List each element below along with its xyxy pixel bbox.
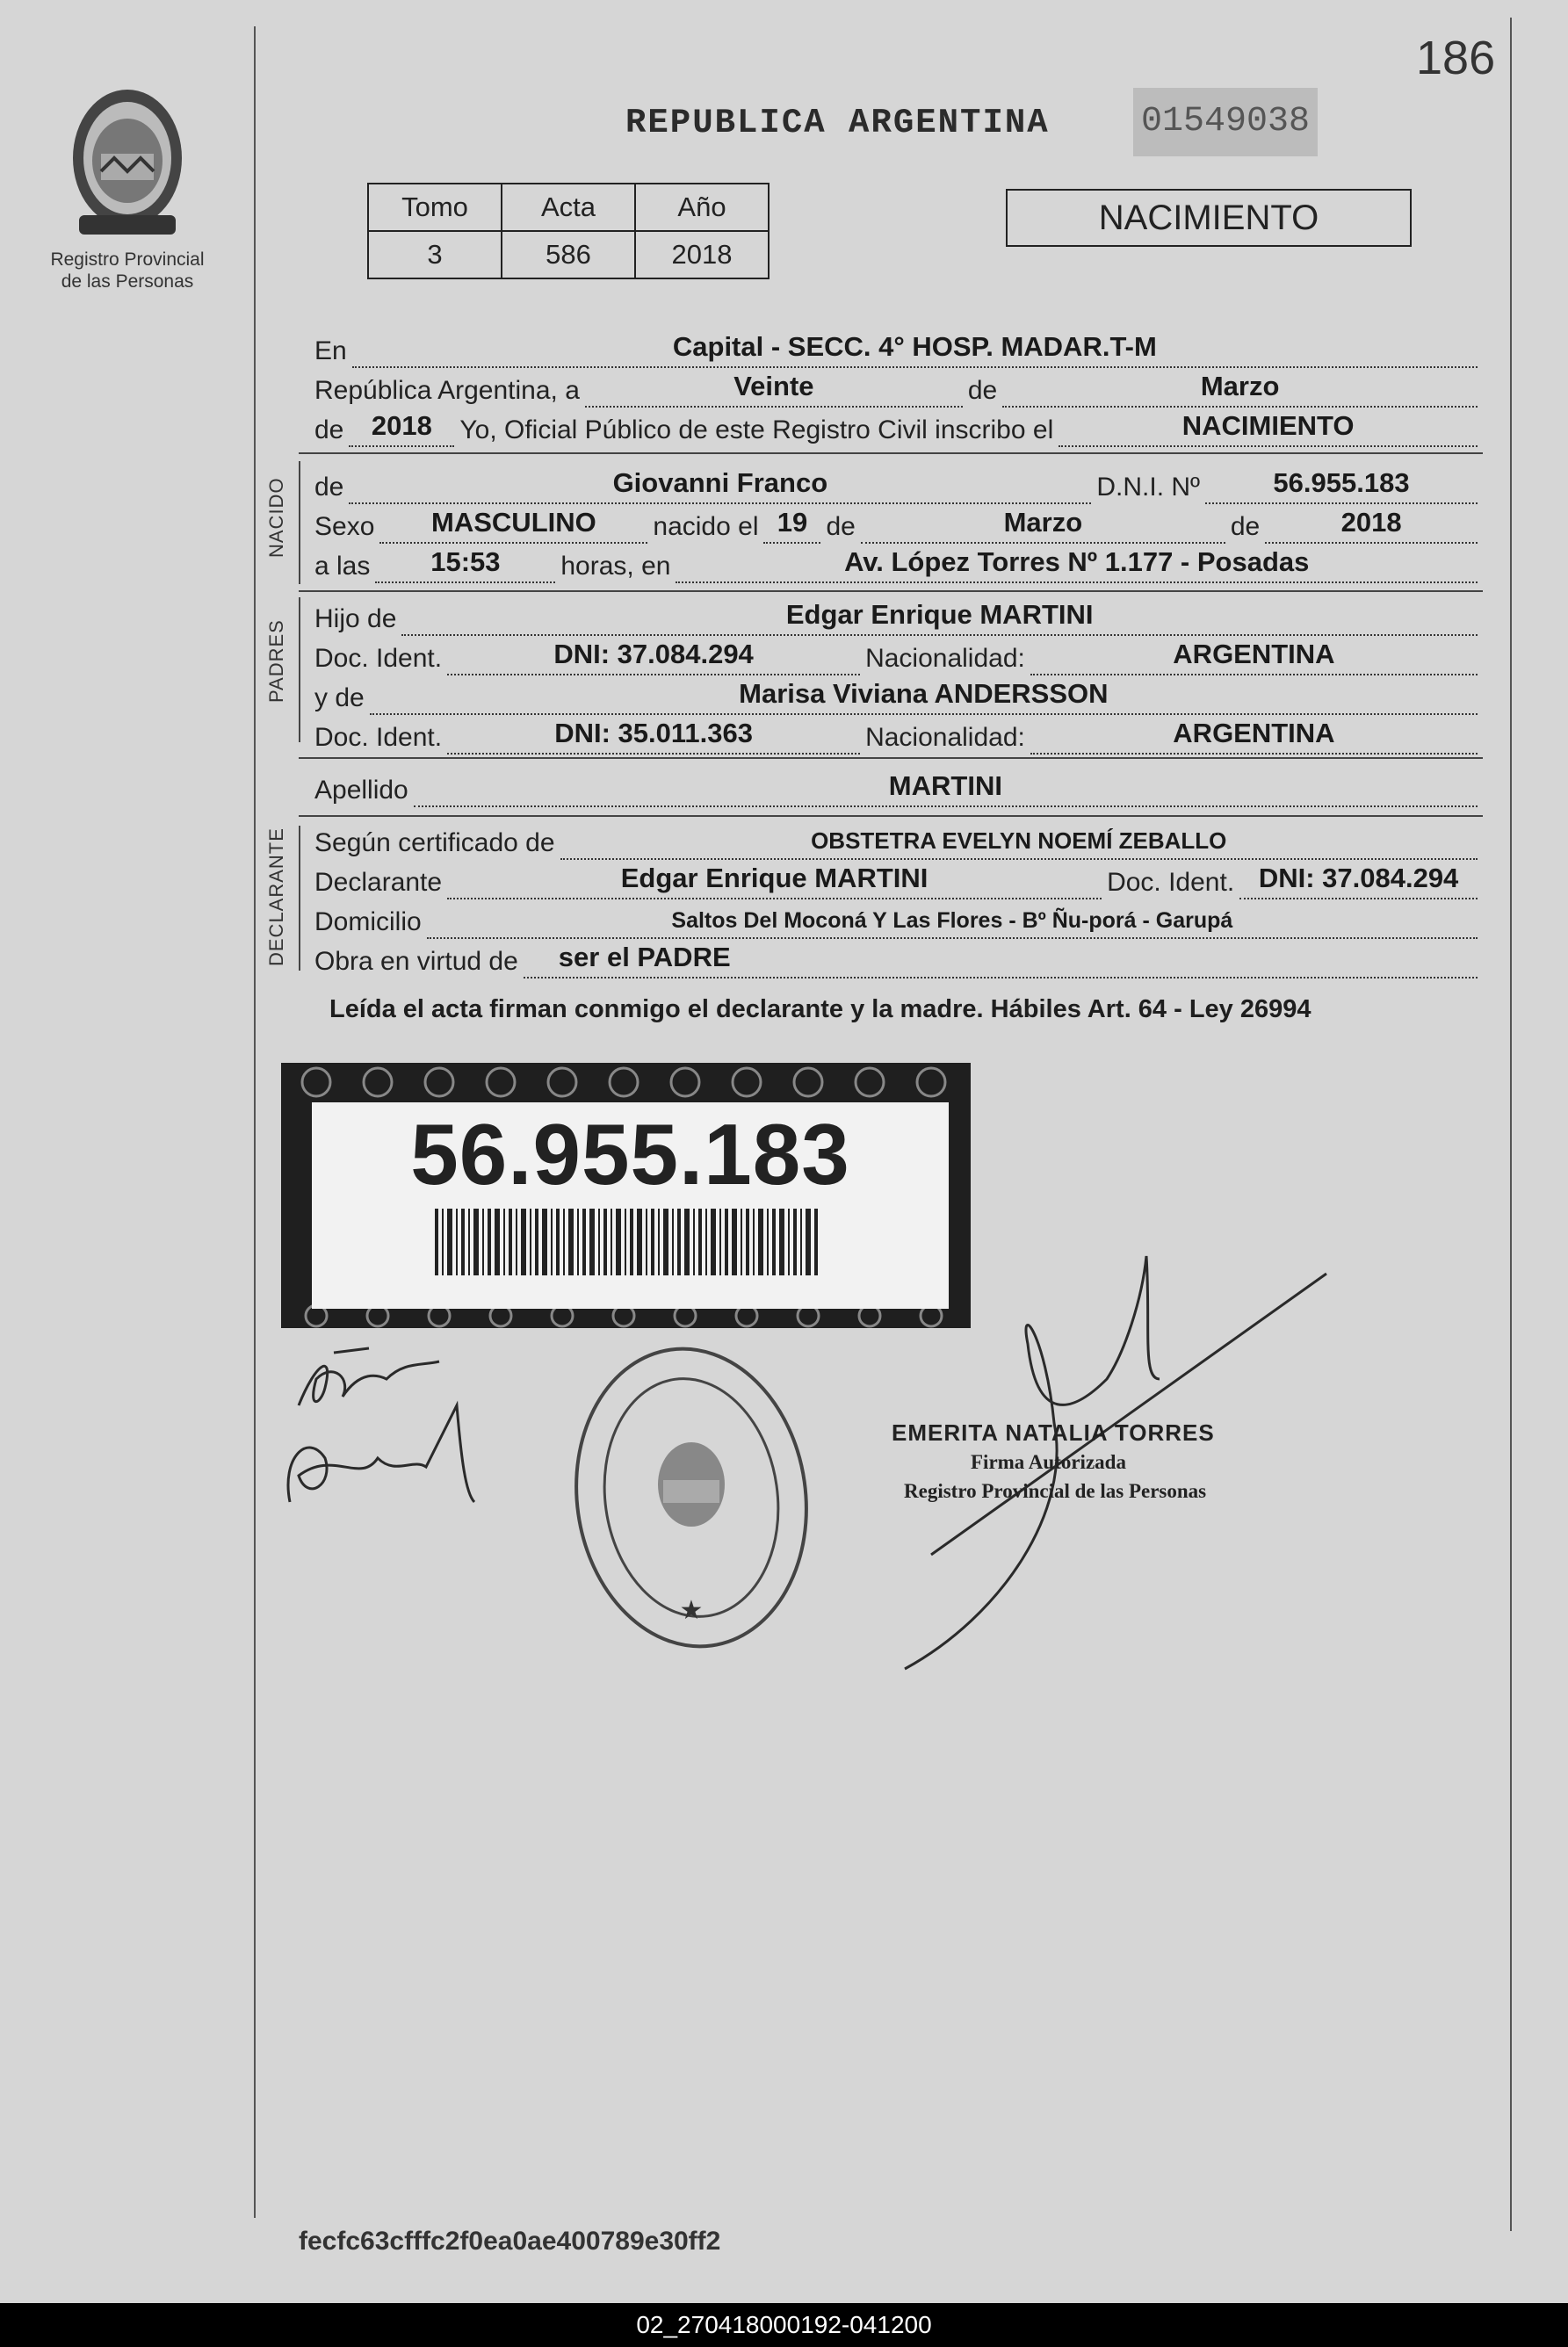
certificate-value: OBSTETRA EVELYN NOEMÍ ZEBALLO [811, 827, 1227, 854]
svg-text:★: ★ [679, 1596, 704, 1625]
father-nationality: ARGENTINA [1173, 639, 1335, 669]
signer-name: EMERITA NATALIA TORRES [892, 1419, 1215, 1446]
registry-table [367, 183, 770, 279]
birth-year: 2018 [1340, 507, 1402, 538]
registry-header-row [368, 184, 769, 231]
footer-id: 02_270418000192-041200 [0, 2303, 1568, 2347]
de-name-label: de [314, 473, 344, 502]
mother-doc-label: Doc. Ident. [314, 723, 443, 752]
nacido-el-label: nacido el [653, 512, 759, 541]
mother-doc-row [314, 716, 1483, 755]
nacido-section-label: NACIDO [265, 477, 287, 558]
declarant-label: Declarante [314, 868, 443, 897]
apellido-value: MARTINI [888, 770, 1002, 801]
child-dni-field [1205, 467, 1478, 504]
mother-nationality: ARGENTINA [1173, 718, 1335, 748]
acta-value: 586 [502, 231, 635, 278]
declarant-signature [281, 1326, 492, 1520]
father-nationality-label: Nacionalidad: [865, 644, 1025, 673]
nacido-name-row [314, 466, 1483, 504]
ano-header: Año [635, 184, 769, 231]
father-doc-field [447, 639, 860, 675]
month-value: Marzo [1200, 371, 1280, 401]
day-value: Veinte [733, 371, 814, 401]
certificate-row [314, 821, 1483, 860]
mother-nationality-field [1030, 718, 1478, 755]
sex-value: MASCULINO [431, 507, 596, 538]
horas-en-label: horas, en [560, 552, 671, 581]
child-dni: 56.955.183 [1273, 467, 1410, 498]
address-field [427, 902, 1478, 939]
child-name: Giovanni Franco [612, 467, 828, 498]
apellido-field [414, 770, 1478, 807]
apellido-label: Apellido [314, 776, 408, 805]
father-doc: DNI: 37.084.294 [553, 639, 754, 669]
signer-role: Firma Autorizada [971, 1451, 1126, 1473]
intro-date-row [314, 369, 1483, 408]
place-field [352, 331, 1478, 368]
declarant-doc: DNI: 37.084.294 [1258, 863, 1459, 893]
declarante-section-label: DECLARANTE [265, 827, 287, 966]
ano-value: 2018 [635, 231, 769, 278]
birth-time-field [375, 546, 555, 583]
section-divider-nacido [299, 590, 1483, 592]
declarant-name-field [447, 863, 1102, 899]
capacity-value: ser el PADRE [558, 942, 731, 972]
address-row [314, 900, 1483, 939]
de-label: de [967, 376, 998, 405]
registry-logo [35, 83, 220, 292]
day-field [585, 371, 963, 408]
birth-day: 19 [777, 507, 808, 538]
de-label-3: de [1230, 512, 1261, 541]
registry-seal-icon [571, 1340, 813, 1656]
capacity-row [314, 940, 1483, 979]
acta-header: Acta [502, 184, 635, 231]
dni-sticker-number: 56.955.183 [410, 1106, 850, 1202]
section-divider-padres [299, 757, 1483, 759]
certificate-label: Según certificado de [314, 828, 555, 857]
de-label-2: de [826, 512, 856, 541]
birth-time: 15:53 [430, 546, 501, 577]
mother-name-field [370, 678, 1478, 715]
father-row [314, 597, 1483, 636]
right-margin-line [1510, 18, 1512, 2231]
birth-place: Av. López Torres Nº 1.177 - Posadas [844, 546, 1310, 577]
sexo-label: Sexo [314, 512, 375, 541]
year-value: 2018 [371, 410, 432, 441]
serial-number: 01549038 [1133, 88, 1318, 156]
padres-bar [299, 597, 300, 742]
birth-day-field [763, 507, 820, 544]
page-number: 186 [1416, 32, 1496, 84]
month-field [1002, 371, 1478, 408]
provincial-seal-icon [61, 83, 193, 242]
signer-block [892, 1419, 1215, 1506]
padres-section-label: PADRES [265, 619, 287, 703]
declarant-doc-label: Doc. Ident. [1107, 868, 1235, 897]
nacido-time-row [314, 545, 1483, 583]
sex-field [379, 507, 647, 544]
act-type-box: NACIMIENTO [1006, 189, 1412, 247]
address-value: Saltos Del Moconá Y Las Flores - Bº Ñu-porá - Garupá [671, 908, 1233, 933]
obra-label: Obra en virtud de [314, 947, 518, 976]
year-prefix-label: de [314, 415, 344, 444]
section-divider-apellido [299, 815, 1483, 817]
signer-office: Registro Provincial de las Personas [904, 1480, 1207, 1502]
declarante-bar [299, 826, 300, 971]
birth-month: Marzo [1003, 507, 1083, 538]
birth-place-field [676, 546, 1478, 583]
father-name-field [401, 599, 1478, 636]
nacido-sex-row [314, 505, 1483, 544]
barcode-icon [435, 1209, 821, 1275]
intro-year-row [314, 408, 1483, 447]
section-divider-top [299, 452, 1483, 454]
declarant-row [314, 861, 1483, 899]
dni-label: D.N.I. Nº [1096, 473, 1201, 502]
hijo-de-label: Hijo de [314, 604, 397, 633]
tomo-header: Tomo [368, 184, 502, 231]
domicilio-label: Domicilio [314, 907, 422, 936]
child-name-field [349, 467, 1091, 504]
capacity-field [524, 942, 1478, 979]
tomo-value: 3 [368, 231, 502, 278]
father-doc-row [314, 637, 1483, 675]
father-name: Edgar Enrique MARTINI [785, 599, 1094, 630]
act-inscribed-value: NACIMIENTO [1181, 410, 1355, 441]
mother-row [314, 676, 1483, 715]
mother-nationality-label: Nacionalidad: [865, 723, 1025, 752]
certificate-field [560, 823, 1478, 860]
logo-caption [35, 249, 220, 292]
year-field [349, 410, 454, 447]
mother-doc: DNI: 35.011.363 [554, 718, 753, 748]
birth-year-field [1265, 507, 1478, 544]
apellido-row [314, 769, 1483, 807]
left-margin-line [254, 26, 256, 2218]
logo-caption-line1: Registro Provincial [50, 249, 205, 270]
republica-label: República Argentina, a [314, 376, 580, 405]
y-de-label: y de [314, 683, 365, 712]
birth-month-field [861, 507, 1225, 544]
legal-text: Leída el acta firman conmigo el declarante y la madre. Hábiles Art. 64 - Ley 26994 [329, 995, 1311, 1023]
place-value: Capital - SECC. 4° HOSP. MADAR.T-M [672, 331, 1157, 362]
mother-doc-field [447, 718, 860, 755]
officer-text: Yo, Oficial Público de este Registro Civil inscribo el [459, 415, 1054, 444]
document-hash: fecfc63cfffc2f0ea0ae400789e30ff2 [299, 2227, 721, 2256]
nacido-bar [299, 461, 300, 584]
father-doc-label: Doc. Ident. [314, 644, 443, 673]
father-nationality-field [1030, 639, 1478, 675]
intro-place-row [314, 329, 1483, 368]
en-label: En [314, 336, 347, 365]
act-inscribed-field [1059, 410, 1478, 447]
registry-value-row [368, 231, 769, 278]
document-title: REPUBLICA ARGENTINA [625, 104, 1050, 142]
declarant-name: Edgar Enrique MARTINI [620, 863, 929, 893]
mother-name: Marisa Viviana ANDERSSON [739, 678, 1109, 709]
declarant-doc-field [1239, 863, 1478, 899]
a-las-label: a las [314, 552, 371, 581]
logo-caption-line2: de las Personas [61, 271, 194, 292]
